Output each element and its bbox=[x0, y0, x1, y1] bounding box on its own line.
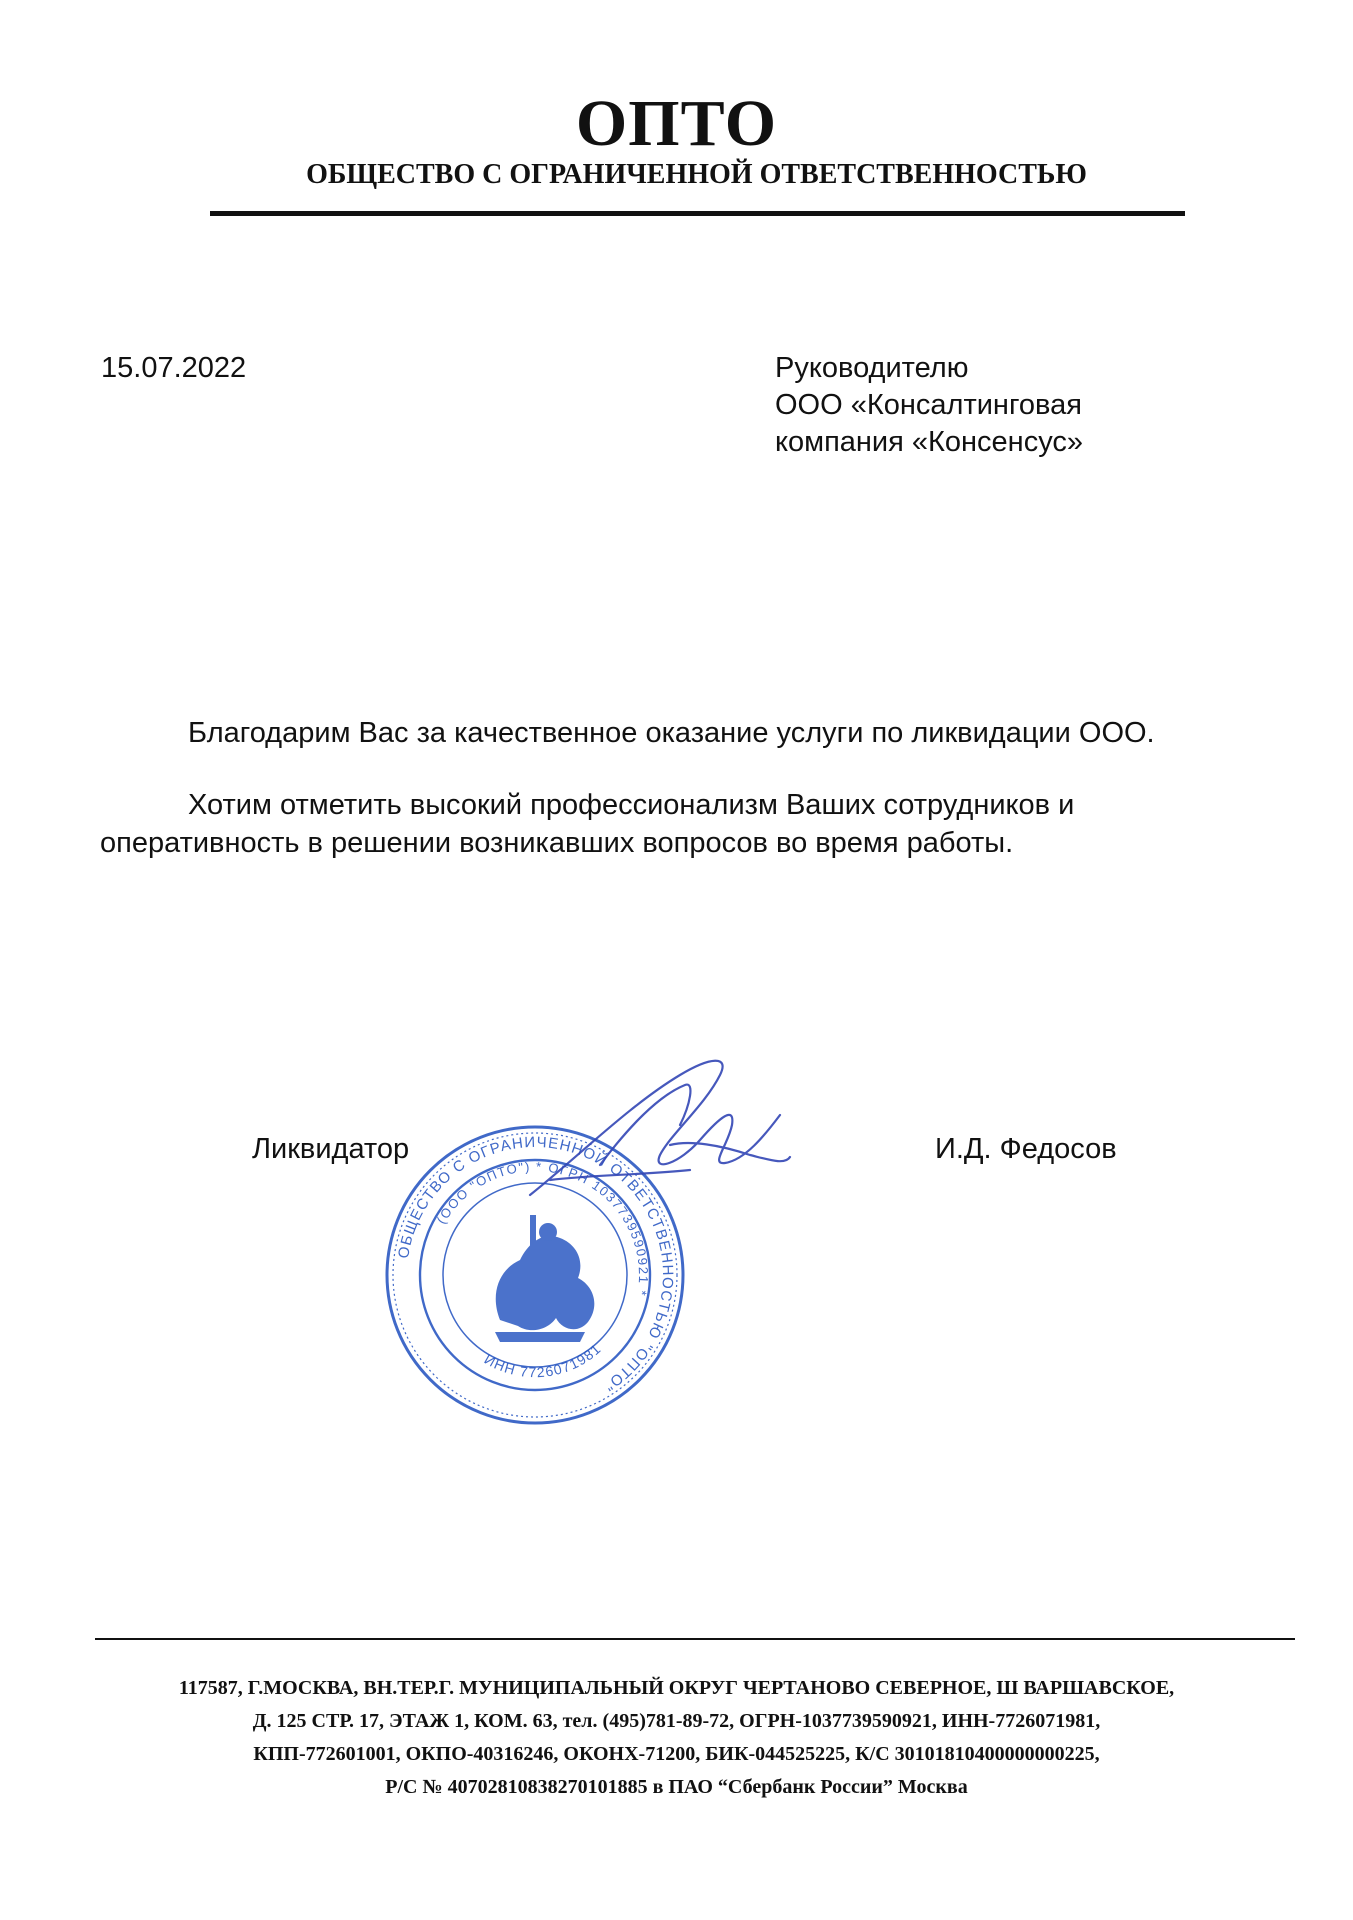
paragraph-line: Благодарим Вас за качественное оказание услуги по ликвидации ООО. bbox=[188, 717, 1155, 749]
footer-line: 117587, Г.МОСКВА, ВН.ТЕР.Г. МУНИЦИПАЛЬНЫЙ ОКРУГ ЧЕРТАНОВО СЕВЕРНОЕ, Ш ВАРШАВСКОЕ, bbox=[178, 1677, 1175, 1699]
letter-date: 15.07.2022 bbox=[101, 352, 247, 384]
paragraph-line: оперативность в решении возникавших вопросов во время работы. bbox=[100, 827, 1014, 859]
svg-text:ИНН 7726071981 bbox=[482, 1340, 605, 1380]
recipient-line: компания «Консенсус» bbox=[775, 426, 1083, 458]
body-paragraph-1 bbox=[100, 714, 1260, 752]
company-legal-form: ОБЩЕСТВО С ОГРАНИЧЕННОЙ ОТВЕТСТВЕННОСТЬЮ bbox=[306, 159, 1087, 190]
body-paragraph-2 bbox=[100, 786, 1260, 862]
seal-emblem-icon bbox=[495, 1215, 594, 1342]
recipient-line: ООО «Консалтинговая bbox=[775, 389, 1082, 421]
recipient-block bbox=[775, 350, 1083, 461]
paragraph-line: Хотим отметить высокий профессионализм Ваших сотрудников и bbox=[188, 789, 1075, 821]
footer-line: Д. 125 СТР. 17, ЭТАЖ 1, КОМ. 63, тел. (495)781-89-72, ОГРН-1037739590921, ИНН-7726071981, bbox=[252, 1710, 1101, 1732]
footer-requisites bbox=[0, 1672, 1353, 1804]
company-name: ОПТО bbox=[575, 87, 778, 160]
signatory-role: Ликвидатор bbox=[252, 1133, 410, 1165]
seal-inner-text: (ООО "ОПТО") * ОГРН 1037739590921 * bbox=[433, 1158, 652, 1299]
seal-inn-text: ИНН 7726071981 bbox=[481, 1340, 605, 1381]
footer-line: Р/С № 40702810838270101885 в ПАО “Сбербанк России” Москва bbox=[385, 1776, 968, 1798]
footer-divider bbox=[95, 1638, 1295, 1640]
handwritten-signature bbox=[520, 1045, 800, 1215]
signatory-name: И.Д. Федосов bbox=[935, 1133, 1117, 1165]
footer-line: КПП-772601001, ОКПО-40316246, ОКОНХ-71200, БИК-044525225, К/С 30101810400000000225, bbox=[253, 1743, 1100, 1765]
header-divider bbox=[210, 211, 1185, 216]
seal-outer-text: ОБЩЕСТВО С ОГРАНИЧЕННОЙ ОТВЕТСТВЕННОСТЬЮ "ОПТО" bbox=[395, 1133, 677, 1395]
recipient-line: Руководителю bbox=[775, 352, 969, 384]
